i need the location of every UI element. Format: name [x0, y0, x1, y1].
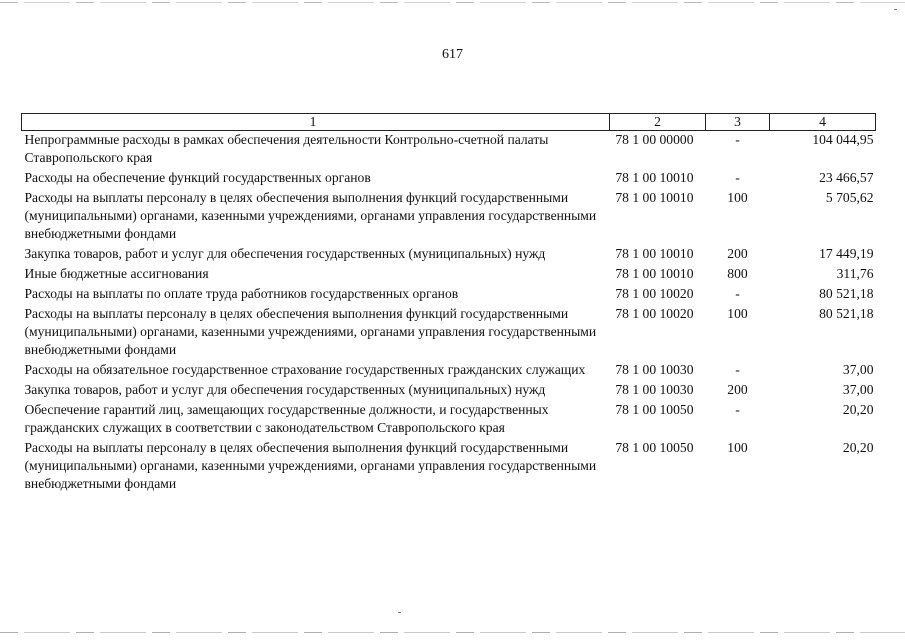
row-name: Расходы на выплаты по оплате труда работников государственных органов: [24, 286, 459, 301]
column-header-3: 3: [706, 114, 770, 131]
row-code: 78 1 00 10030: [615, 362, 694, 377]
table-row: [22, 245, 876, 265]
row-sum: 20,20: [842, 440, 874, 455]
row-code: 78 1 00 10020: [615, 286, 694, 301]
row-type: 100: [727, 190, 748, 205]
budget-table: [21, 113, 876, 495]
row-type: -: [735, 286, 740, 301]
scan-speck: [894, 9, 897, 10]
scan-artifact-top: [0, 2, 905, 3]
table-body: [22, 131, 876, 496]
table-row: [22, 381, 876, 401]
row-name: Расходы на выплаты персоналу в целях обеспечения выполнения функций государственными (муниципальными) органами, казенными учреждениями, органами управления государственными внебюджетными фондами: [24, 190, 597, 241]
row-type: 100: [727, 306, 748, 321]
table-header-row: [22, 114, 876, 131]
row-name: Расходы на выплаты персоналу в целях обеспечения выполнения функций государственными (муниципальными) органами, казенными учреждениями, органами управления государственными внебюджетными фондами: [24, 306, 597, 357]
table-row: [22, 305, 876, 361]
row-name: Расходы на обеспечение функций государственных органов: [24, 170, 371, 185]
row-code: 78 1 00 10010: [615, 246, 694, 261]
row-code: 78 1 00 10050: [615, 402, 694, 417]
table-row: [22, 439, 876, 495]
row-sum: 37,00: [842, 382, 874, 397]
row-code: 78 1 00 00000: [615, 132, 694, 147]
row-name: Закупка товаров, работ и услуг для обеспечения государственных (муниципальных) нужд: [24, 246, 546, 261]
row-type: -: [735, 362, 740, 377]
page-number: 617: [442, 47, 463, 62]
row-type: 200: [727, 246, 748, 261]
row-type: 200: [727, 382, 748, 397]
table-row: [22, 189, 876, 245]
column-header-2: 2: [610, 114, 706, 131]
row-sum: 23 466,57: [819, 170, 874, 185]
table-row: [22, 285, 876, 305]
scan-artifact-bottom: [0, 632, 905, 633]
row-code: 78 1 00 10030: [615, 382, 694, 397]
row-code: 78 1 00 10020: [615, 306, 694, 321]
scan-speck: [398, 612, 401, 613]
row-type: 800: [727, 266, 748, 281]
row-sum: 17 449,19: [819, 246, 874, 261]
table-row: [22, 265, 876, 285]
table-row: [22, 401, 876, 439]
row-code: 78 1 00 10050: [615, 440, 694, 455]
row-name: Непрограммные расходы в рамках обеспечения деятельности Контрольно-счетной палаты Ставропольского края: [24, 132, 549, 165]
row-type: 100: [727, 440, 748, 455]
row-code: 78 1 00 10010: [615, 190, 694, 205]
row-sum: 80 521,18: [819, 306, 874, 321]
row-sum: 80 521,18: [819, 286, 874, 301]
row-sum: 5 705,62: [825, 190, 874, 205]
row-type: -: [735, 170, 740, 185]
row-name: Обеспечение гарантий лиц, замещающих государственные должности, и государственных гражданских служащих в соответствии с законодательством Ставропольского края: [24, 402, 549, 435]
row-type: -: [735, 132, 740, 147]
row-sum: 311,76: [836, 266, 874, 281]
row-code: 78 1 00 10010: [615, 170, 694, 185]
row-name: Иные бюджетные ассигнования: [24, 266, 209, 281]
row-sum: 20,20: [842, 402, 874, 417]
row-type: -: [735, 402, 740, 417]
table-row: [22, 361, 876, 381]
row-sum: 37,00: [842, 362, 874, 377]
row-name: Расходы на обязательное государственное страхование государственных гражданских служащих: [24, 362, 586, 377]
table-row: [22, 169, 876, 189]
column-header-4: 4: [770, 114, 876, 131]
column-header-1: 1: [22, 114, 610, 131]
row-name: Закупка товаров, работ и услуг для обеспечения государственных (муниципальных) нужд: [24, 382, 546, 397]
row-sum: 104 044,95: [812, 132, 874, 147]
row-name: Расходы на выплаты персоналу в целях обеспечения выполнения функций государственными (муниципальными) органами, казенными учреждениями, органами управления государственными внебюджетными фондами: [24, 440, 597, 491]
table-row: [22, 131, 876, 170]
row-code: 78 1 00 10010: [615, 266, 694, 281]
